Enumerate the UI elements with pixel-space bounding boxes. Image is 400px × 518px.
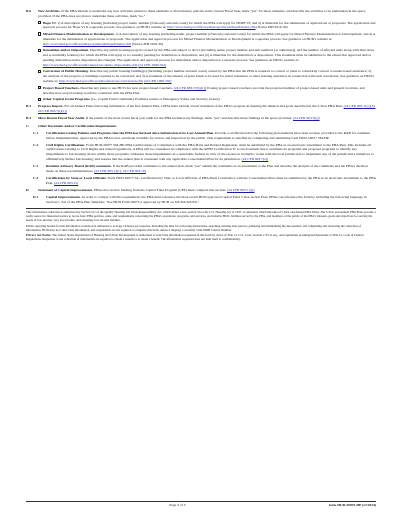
section-b4: [26, 116, 376, 121]
item-title: Other Capital Grant Programs: [42, 97, 90, 101]
checklist-item-project-based-vouchers: [38, 86, 376, 96]
audit-citation[interactable]: (24 CFR 903.7(p)): [293, 116, 320, 121]
mixed-finance-link[interactable]: http://www.hud.gov/offices/pih/programs/ph/hope6/index.cfm: [42, 41, 132, 46]
section-title: Civil Rights Certification.: [46, 142, 86, 147]
section-title: Statement of Capital Improvements.: [38, 188, 94, 193]
section-number: C.2: [33, 142, 39, 147]
hope-vi-checkbox[interactable]: [38, 21, 41, 24]
page-number: Page 3 of 5: [169, 503, 186, 508]
rab-comments-citation[interactable]: (24 CFR 903.13(c), 24 CFR 903.19): [94, 169, 146, 174]
capital-fund-citation[interactable]: (24 CFR 903.7 (g)): [227, 188, 255, 193]
checklist-item-mixed-finance: [38, 32, 376, 47]
project-based-vouchers-citation[interactable]: (24 CFR 983.57(b)(1)): [173, 85, 207, 90]
privacy-notice: [26, 233, 376, 241]
item-note: (Notice PIH 2010-30): [131, 41, 164, 46]
section-number: D.1: [33, 195, 39, 200]
section-b3: [26, 104, 376, 114]
section-b6: [26, 9, 376, 102]
section-title: Capital Improvements.: [46, 195, 82, 200]
item-note[interactable]: (24 CFR 1990.702): [143, 79, 172, 84]
demolition-checkbox[interactable]: [38, 49, 41, 52]
section-c-heading: [26, 124, 376, 129]
section-text: In order to comply with this requirement, the PHA must reference the most recent HUD approved Capital Fund 5 Year Action Plan. PHAs can reference the form by including the following language in Section C. 8.0 of the PHA Plan Template: "See HUD Form 50075.2 approved by HUD on XX/XX/XXXX.": [46, 195, 367, 205]
item-note[interactable]: (24 CFR 1990.704): [138, 62, 166, 67]
section-title: Most Recent Fiscal Year Audit.: [38, 116, 85, 121]
item-title: Demolition and/or Disposition.: [42, 48, 90, 53]
section-text: PHAs that receive funding from the Capital Fund Program (CFP) must complete this section.: [94, 188, 227, 193]
checklist-item-other-capital-grants: [38, 97, 376, 102]
section-title: Progress Report.: [38, 104, 64, 109]
section-d1: [33, 195, 376, 205]
mixed-finance-checkbox[interactable]: [38, 32, 41, 35]
conversion-link[interactable]: http://www.hud.gov/offices/pih/centers/sac/conversion.cfm: [58, 79, 143, 84]
section-number: B.3: [26, 104, 32, 109]
other-capital-grants-checkbox[interactable]: [38, 98, 41, 101]
civil-rights-citation[interactable]: (24 CFR 903.7(o)): [241, 157, 269, 162]
item-text: 1) A description of any housing (including name, project number (if known) and unit count) for which the PHA will apply for Mixed Finance Modernization or Development; and 2) A timetable for the submission of applications or proposals. The application and approval process for Mixed Finance Modernization or Development is a separate process. See guidance on HUD's website at:: [42, 31, 376, 41]
privacy-notice-title: Privacy Act Notice.: [26, 232, 52, 237]
page-footer: [26, 501, 376, 508]
hope-vi-link[interactable]: http://www.hud.gov/offices/pih/programs/ph/hope6/index.cfm: [167, 25, 256, 30]
privacy-notice-text: The United States Department of Housing and Urban Development is authorized to solicit the information requested in this form by virtue of Title 12, U.S. Code, Section 1701 et seq., and regulations promulgated thereunder at Title 12, Code of Federal Regulations. Responses to the collection of information are required to obtain a benefit or to retain a benefit. The information requested does not lend itself to confidentiality.: [26, 232, 364, 241]
form-number: form HUD-50075-HP (12/2014): [328, 503, 376, 508]
demolition-link[interactable]: http://www.hud.gov/offices/pih/centers/sac/demo_dispo/index.cfm: [42, 62, 138, 67]
section-d: [26, 188, 376, 193]
section-text: Provide a certification that the following plan elements have been revised, provided to the RAB for comment before implementation, approved by the PHA board, and made available for review and inspection by the public. This requirement is satisfied by completing and submitting form HUD-50077 SM-HP.: [46, 130, 370, 140]
section-title: Certification by State or Local Officials.: [46, 176, 107, 181]
checklist-item-demolition: [38, 48, 376, 68]
item-text: (i.e., Capital Fund Community Facilities Grants or Emergency Safety and Security Grants).: [90, 97, 221, 101]
item-note: (Notice PIH 2010-30): [256, 25, 288, 30]
item-text: Describe any public housing building(s) (including project number and unit count) owned by the PHA that the PHA is required to convert or plans to voluntarily convert to tenant-based assistance; 2) An analysis of the projects or buildings required to be converted; and 3) A statement of the amount of grant funds to be used for rental assistance or other housing assistance in connection with such conversion. See guidance on HUD's website at:: [42, 69, 374, 84]
item-title: Conversion of Public Housing.: [42, 69, 89, 74]
project-based-vouchers-checkbox[interactable]: [38, 86, 41, 89]
section-number: D.: [26, 188, 30, 193]
section-number: B.4: [26, 116, 32, 121]
item-text: Describe any plans to use HCVs for new project-based vouchers.: [80, 85, 173, 90]
section-c4: [33, 176, 376, 186]
section-number: C.3: [33, 164, 39, 169]
section-text: If the results of the most recent fiscal year audit for the PHA included any findings, mark "yes" and describe those findings in the space provided.: [85, 116, 293, 121]
section-c1: [33, 131, 376, 141]
section-text: If the PHA intends to undertake any new activities related to these elements or discretionary policies in the current Fiscal Year, mark "yes" for those elements, and describe the activities to be undertaken in the space provided. If the PHA does not plan to undertake these activities, mark "no.": [38, 9, 366, 19]
authority-notice: This information collection is authorized by Section 511 of the Quality Housing and Work Responsibility Act, which added a new section 5A to the U.S. Housing Act of 1937, as amended, which introduced 5-Year and Annual PHA Plans. The 5-Year and Annual PHA Plans provide a ready source for interested parties to locate basic PHA policies, rules, and requirements concerning the PHA's operations, programs, and services, and informs HUD, families served by the PHA, and members of the public of the PHA's mission, goals and objectives for serving the needs of low-income, very low-income, and extremely low-income families.: [26, 210, 376, 223]
section-title: Other Document and/or Certification Requirements: [38, 123, 117, 128]
section-text: Form HUD-50077 SM-HP, PHA Certifications of Compliance with the PHA Plans and Related Regulation, must be submitted by the PHA as an electronic attachment to the PHA Plan. This includes all certifications relating to Civil Rights and related regulations. A PHA will be considered in compliance with the AFFH Certification if: it can document that it examines its programs and proposed programs to identify any impediments to fair housing choice within those programs; addresses those impediments in a reasonable fashion in view of the resources available; works with the local jurisdiction to implement any of the jurisdiction's initiatives to affirmatively further fair housing; and assures that the annual plan is consistent with any applicable Consolidated Plan for its jurisdiction.: [46, 142, 374, 162]
item-title: Hope VI.: [42, 20, 57, 25]
progress-report-citation[interactable]: (24 CFR 903.11(c)(3), 24 CFR 903.7(r)(1)): [38, 104, 376, 113]
section-title: New Activities.: [38, 9, 61, 14]
item-title: Project Based Vouchers.: [42, 85, 80, 90]
section-number: C.1: [33, 130, 39, 135]
item-note: If using project-based vouchers, provide the projected number of project-based units and general locations, and describe how project-basing would be consistent with the PHA Plan.: [42, 85, 365, 95]
section-number: B.6: [26, 9, 32, 14]
state-local-citation[interactable]: (24 CFR 903.15): [54, 181, 79, 186]
section-title: Certification Listing Policies and Programs that the PHA has Revised since Submission of its Last Annual Plan.: [46, 130, 215, 135]
section-title: Resident Advisory Board (RAB) comments.: [46, 164, 112, 169]
checklist-item-hope-vi: [38, 21, 376, 31]
item-title: Mixed Finance Modernization or Development.: [42, 31, 115, 36]
item-text: 1) A description of any housing (including project name, number (if known) and unit count) for which the PHA will apply for HOPE VI; and 2) A timetable for the submission of applications or proposals. The application and approval process for Hope VI is a separate process. See guidance on HUD's website at:: [42, 20, 376, 30]
section-text: For all Annual Plans following submission of the first Annual Plan, a PHA must include a brief statement of the PHA's progress in meeting the mission and goals described in the 5-Year PHA Plan.: [64, 104, 343, 109]
section-text: If the RAB provided comments to the annual plan, mark "yes" submit the comments as an attachment to the Plan and describe the analysis of the comments and the PHA's decision made on these recommendations.: [46, 164, 368, 174]
section-text: Form HUD 50077-SL, Certification by State or Local Officials of PHA Plans Consistency with the Consolidated Plan, must be submitted by the PHA as an electronic attachment to the PHA Plan.: [46, 176, 376, 186]
section-number: C.: [26, 123, 30, 128]
divider: [26, 208, 376, 209]
conversion-checkbox[interactable]: [38, 70, 41, 73]
item-text: Describe any public housing projects owned by the PHA and subject to ACCs (including name, project number and unit numbers [or addresses]), and the number of affected units along with their sizes and accessibility features) for which the PHA will apply or is currently pending for demolition or disposition; and (2) A timetable for the demolition or disposition. This statement must be submitted to the extent that approved and/or pending demolition and/or disposition has changed. The application and approval process for demolition and/or disposition is a separate process. See guidance on HUD's website at:: [42, 48, 374, 62]
checklist-item-conversion: [38, 69, 376, 84]
section-number: C.4: [33, 176, 39, 181]
section-c2: [33, 143, 376, 163]
section-c3: [33, 164, 376, 174]
burden-notice: Public reporting burden for this information collection is estimated to average 16 hours per response, including the time for reviewing instructions, searching existing data sources, gathering and maintaining the data needed, and completing and reviewing the collection of information. HUD may not collect this information, and respondents are not required to complete this form, unless it displays a currently valid OMB Control Number.: [26, 223, 361, 232]
